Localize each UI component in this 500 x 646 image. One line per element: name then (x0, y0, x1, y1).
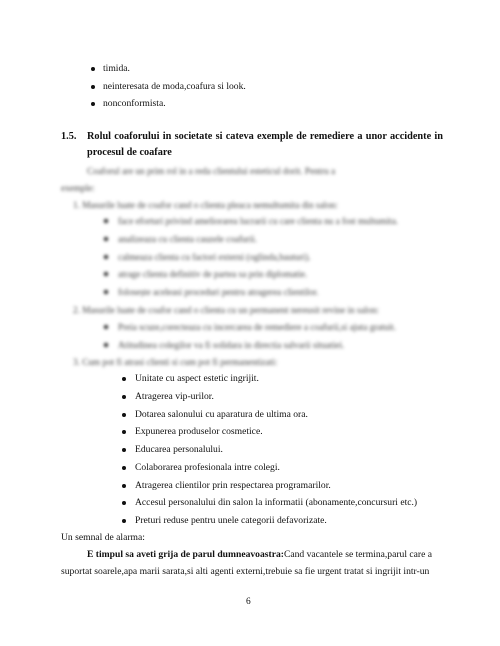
list-item: timida. (103, 63, 130, 74)
blurred-line: 2. Masurile luate de coafor cand o clienta cu un permanent nereusit revine in salon: (73, 305, 379, 315)
bullet-dot (122, 519, 126, 523)
blurred-line: Preia scuze,corecteaza cu incercarea de remediere a coafurii,si ajuta gratuit. (118, 322, 397, 332)
blurred-line: exemple: (61, 183, 95, 193)
bullet-dot (91, 85, 95, 89)
page-number: 6 (246, 597, 251, 607)
list-item: Preturi reduse pentru unele categorii defavorizate. (135, 515, 327, 526)
bullet-dot (91, 102, 95, 106)
list-item: Unitate cu aspect estetic ingrijit. (135, 373, 259, 384)
list-item: Colaborarea profesionala intre colegi. (135, 462, 280, 473)
blurred-line: analizeaza cu clienta cauzele coafurii. (118, 234, 257, 244)
bullet-dot (122, 430, 126, 434)
blurred-line: face eforturi privind ameliorarea lucrarii cu care clienta nu a fost multumita. (118, 216, 399, 226)
list-item: neinteresata de moda,coafura si look. (103, 81, 246, 92)
alarm-bold-text: E timpul sa aveti grija de parul dumneavoastra: (87, 549, 284, 560)
bullet-dot (122, 395, 126, 399)
list-item: Atragerea clientilor prin respectarea programarilor. (135, 480, 331, 491)
list-item: Educarea personalului. (135, 444, 223, 455)
bullet-dot (122, 413, 126, 417)
blurred-line: atrage clienta definitiv de partea sa prin diplomatie. (118, 269, 308, 279)
blurred-line: calmeaza clienta cu factori externi (oglinda,bauturi). (118, 252, 311, 262)
bullet-dot (104, 255, 108, 259)
section-title-line2: procesul de coafare (87, 147, 172, 158)
bullet-dot (122, 448, 126, 452)
bullet-dot (104, 325, 108, 329)
bullet-dot (91, 67, 95, 71)
alarm-rest-text: Cand vacantele se termina,parul care a (283, 549, 433, 560)
blurred-line: 3. Cum pot fi atrasi clienti si cum pot fi permanentizati: (73, 357, 278, 367)
bullet-dot (104, 290, 108, 294)
list-item: nonconformista. (103, 98, 166, 109)
bullet-dot (104, 343, 108, 347)
blurred-line: folosește aceleasi proceduri pentru atragerea clientilor. (118, 287, 319, 297)
bullet-dot (104, 272, 108, 276)
bullet-dot (122, 501, 126, 505)
bullet-dot (122, 466, 126, 470)
blurred-line: 1. Masurile luate de coafor cand o clienta pleaca nemultumita din salon: (73, 200, 338, 210)
blurred-line: Coaforul are un prim rol in a reda clientului esteticul dorit. Pentru a (87, 166, 336, 176)
alarm-line-2: suportat soarele,apa marii sarata,si alti agenti externi,trebuie sa fie urgent tratat si ingrijit intr-un (61, 566, 430, 577)
blurred-line: Atitudinea colegilor va fi solidara in directia salvarii situatiei. (118, 340, 345, 350)
alarm-label: Un semnal de alarma: (61, 532, 145, 543)
list-item: Accesul personalului din salon la informatii (abonamente,concursuri etc.) (135, 497, 418, 508)
bullet-dot (104, 219, 108, 223)
alarm-line-1 (87, 549, 432, 561)
section-title-line1: Rolul coaforului in societate si cateva exemple de remediere a unor accidente in (87, 131, 443, 142)
list-item: Dotarea salonului cu aparatura de ultima ora. (135, 409, 308, 420)
section-number: 1.5. (61, 131, 77, 142)
bullet-dot (122, 377, 126, 381)
list-item: Atragerea vip-urilor. (135, 391, 214, 402)
bullet-dot (104, 237, 108, 241)
bullet-dot (122, 484, 126, 488)
list-item: Expunerea produselor cosmetice. (135, 426, 263, 437)
